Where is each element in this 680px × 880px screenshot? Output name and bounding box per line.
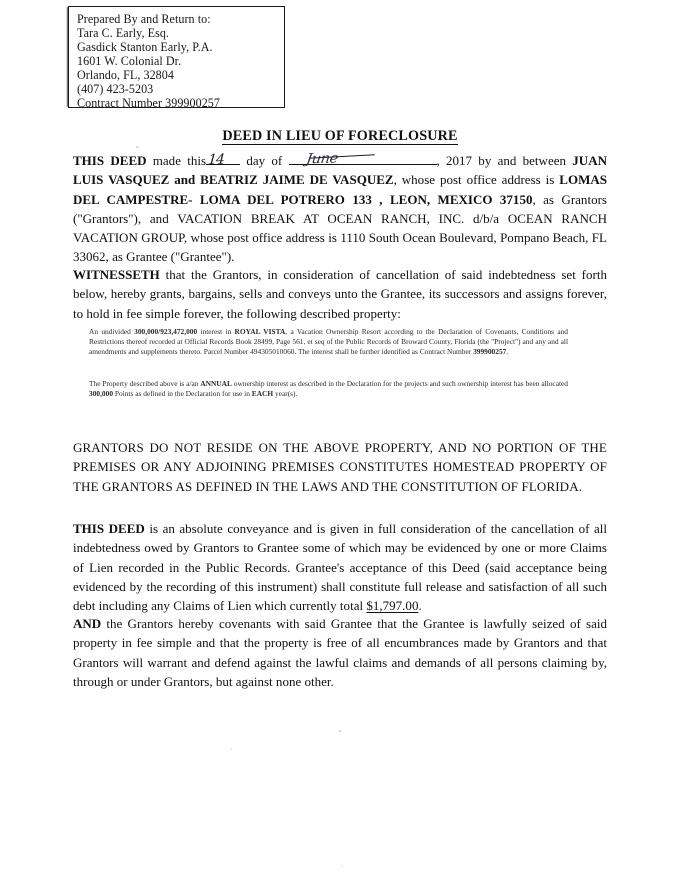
conveyance-text: is an absolute conveyance and is given in full consideration of the cancellation of all indebtedness owed by Grantors to Grantee some of which may be evidenced by one or more Claims of Lien recorded in the Public Records. Grantee's acceptance of this Deed (said acceptance being evidenced by the recording of this instrument) shall constitute full release and satisfaction of all such debt including any Claims of Lien which currently total: [73, 521, 607, 614]
document-title: [0, 128, 680, 145]
points-allocation-block: [89, 379, 568, 399]
return-box-line-3: Gasdick Stanton Early, P.A.: [77, 40, 213, 54]
legal-description-contract-number: 399900257: [473, 347, 507, 357]
warranty-lead: AND: [73, 616, 102, 631]
ownership-use-type: ANNUAL: [200, 379, 232, 388]
conveyance-clause-paragraph: [73, 519, 607, 615]
return-box-line-4: 1601 W. Colonial Dr.: [77, 54, 182, 68]
lien-total-amount: $1,797.00: [366, 598, 419, 614]
grantor-names: JUAN LUIS VASQUEZ and BEATRIZ JAIME DE VASQUEZ: [73, 153, 607, 188]
warranty-text: the Grantors hereby covenants with said Grantee that the Grantee is lawfully seized of said property in fee simple and that the property is free of all encumbrances made by Grantors and that Grantors will warrant and defend against the lawful claims and demands of all persons claiming by, through or under Grantors, but against none other.: [73, 616, 607, 689]
year-and-between-text: , 2017 by and between: [436, 153, 573, 168]
points-mid: ownership interest as described in the Declaration for the projects and such ownership interest has been allocated: [231, 379, 568, 388]
resort-name: ROYAL VISTA: [234, 327, 286, 336]
allocated-points: 300,000: [89, 389, 114, 399]
return-box-line-2: Tara C. Early, Esq.: [77, 26, 170, 40]
witnesseth-paragraph: [73, 265, 607, 323]
warranty-clause-paragraph: [73, 614, 607, 691]
return-box-line-1: Prepared By and Return to:: [77, 12, 211, 26]
usage-frequency: EACH: [251, 389, 274, 399]
interest-prefix: An undivided: [89, 327, 135, 336]
scan-speck: [341, 865, 343, 867]
witnesseth-text: that the Grantors, in consideration of cancellation of said indebtedness set forth below, hereby grants, bargains, sells and conveys unto the Grantee, its successors and assigns forever, to hold in fee simple forever, the following described property:: [73, 267, 607, 321]
homestead-clause-text: GRANTORS DO NOT RESIDE ON THE ABOVE PROPERTY, AND NO PORTION OF THE PREMISES OR ANY ADJOINING PREMISES CONSTITUTES HOMESTEAD PROPERTY OF THE GRANTORS AS DEFINED IN THE LAWS AND THE CONSTITUTION OF FLORIDA.: [73, 440, 607, 494]
legal-description-body-end: .: [506, 347, 509, 357]
legal-description-body: , a Vacation Ownership Resort according to the Declaration of Covenants, Conditions and Restrictions thereof recorded at Official Records Book 28499, Page 561, et seq of the Public Records of Broward County, Florida (the "Project") and any and all amendments and supplements thereto. Parcel Number 494305010060. The interest shall be further identified as Contract Number: [89, 327, 569, 357]
day-of-label: day of: [246, 153, 283, 168]
conveyance-lead: THIS DEED: [73, 521, 145, 536]
witnesseth-lead: WITNESSETH: [73, 267, 160, 282]
scan-speck: [339, 730, 341, 732]
points-mid-2: Points as defined in the Declaration for use in: [113, 389, 252, 399]
month-blank-field[interactable]: [289, 150, 437, 168]
legal-description-block: [89, 327, 568, 357]
day-blank-field[interactable]: [206, 151, 240, 169]
grantee-details: , as Grantors ("Grantors"), and VACATION BREAK AT OCEAN RANCH, INC. d/b/a OCEAN RANCH VACATION GROUP, whose post office address is 1110 South Ocean Boulevard, Pompano Beach, FL 33062, as Grantee ("Grantee").: [73, 191, 607, 265]
return-box-line-5: Orlando, FL, 32804: [77, 68, 174, 82]
scan-speck: [230, 748, 232, 750]
day-handwritten-value: 14: [207, 151, 225, 169]
points-suffix: year(s).: [273, 389, 298, 399]
document-title-text: DEED IN LIEU OF FORECLOSURE: [222, 128, 458, 144]
return-box-line-6: (407) 423-5203: [77, 82, 154, 96]
interest-fraction: 300,000/923,472,000: [134, 327, 198, 336]
month-handwritten-value: June: [304, 150, 339, 168]
deed-intro-paragraph: [73, 151, 607, 267]
grantor-address-intro: , whose post office address is: [393, 172, 560, 188]
grantor-address: LOMAS DEL CAMPESTRE- LOMA DEL POTRERO 133 , LEON, MEXICO 37150: [73, 172, 607, 207]
this-deed-lead: THIS DEED: [73, 153, 147, 168]
homestead-clause-paragraph: [73, 438, 607, 496]
conveyance-text-end: .: [418, 598, 422, 614]
points-prefix: The Property described above is a/an: [89, 379, 201, 388]
return-box-line-7: Contract Number 399900257: [77, 96, 220, 110]
scan-speck: [136, 146, 139, 148]
interest-mid: interest in: [197, 327, 235, 336]
prepared-by-return-to-box: [68, 6, 285, 108]
made-this-text: made this: [146, 153, 207, 168]
